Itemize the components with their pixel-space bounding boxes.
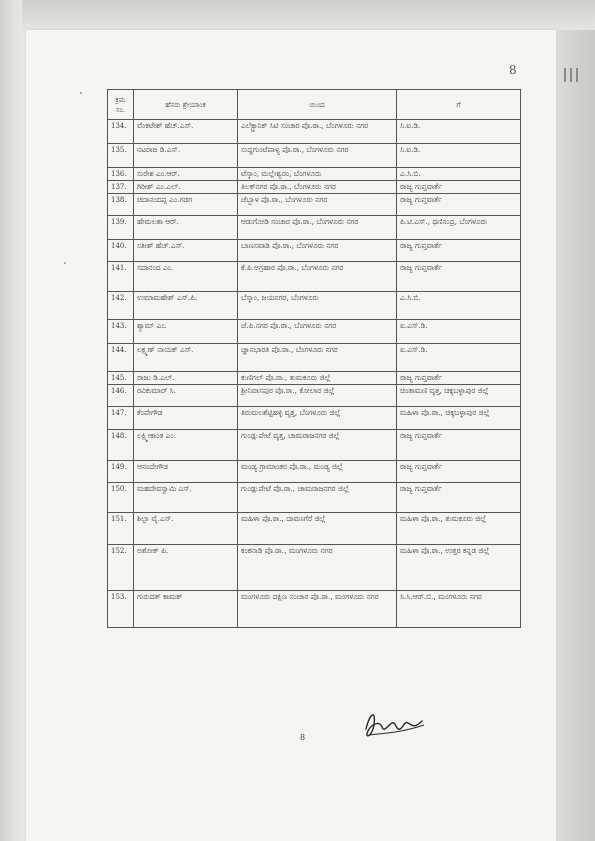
name-cell: ಸತೀಶ್ ಹೆಚ್.ಎಸ್.	[134, 240, 238, 262]
serial-cell: 143.	[108, 320, 134, 344]
from-cell: ಆಡುಗೋಡಿ ಸಂಚಾರ ಪೊ.ಠಾ., ಬೆಂಗಳೂರು ನಗರ	[238, 216, 397, 240]
serial-cell: 149.	[108, 461, 134, 483]
scan-mark	[570, 68, 572, 82]
serial-cell: 140.	[108, 240, 134, 262]
header-serial: ಕ್ರಮ ಸಂ.	[108, 90, 134, 120]
name-cell: ಶಿಲ್ಪಾ ವೈ.ಎಸ್.	[134, 513, 238, 545]
serial-cell: 142.	[108, 292, 134, 320]
to-cell: ರಾಜ್ಯ ಗುಪ್ತವಾರ್ತೆ	[397, 372, 521, 385]
header-from: ಯಿಂದ	[238, 90, 397, 120]
serial-cell: 137.	[108, 181, 134, 194]
table-row	[108, 240, 521, 262]
serial-cell: 146.	[108, 385, 134, 407]
serial-cell: 141.	[108, 262, 134, 292]
to-cell: ಎ.ಸಿ.ಬಿ.	[397, 168, 521, 181]
to-cell: ರಾಜ್ಯ ಗುಪ್ತವಾರ್ತೆ	[397, 181, 521, 194]
serial-cell: 153.	[108, 591, 134, 628]
name-cell: ಆನಂದೇಗೌಡ	[134, 461, 238, 483]
from-cell: ಬೆಸ್ಕಾಂ, ಜಯನಗರ, ಬೆಂಗಳೂರು	[238, 292, 397, 320]
from-cell: ಗುಂಡ್ಲುಪೇಟೆ ವೃತ್ತ, ಚಾಮರಾಜನಗರ ಜಿಲ್ಲೆ	[238, 430, 397, 461]
name-cell: ಉಮಾಮಹೇಶ್ ಎಸ್.ಪಿ.	[134, 292, 238, 320]
table-row	[108, 181, 521, 194]
serial-cell: 135.	[108, 144, 134, 168]
to-cell: ಮಹಿಳಾ ಪೊ.ಠಾ., ಉತ್ತರ ಕನ್ನಡ ಜಿಲ್ಲೆ	[397, 545, 521, 591]
name-cell: ಗಿರೀಶ್ ಎಂ.ಎಲ್.	[134, 181, 238, 194]
name-cell: ಕೆಂಪೇಗೌಡ	[134, 407, 238, 430]
to-cell: ರಾಜ್ಯ ಗುಪ್ತವಾರ್ತೆ	[397, 483, 521, 513]
table-row	[108, 430, 521, 461]
to-cell: ಐ.ಎಸ್.ಡಿ.	[397, 344, 521, 372]
from-cell: ಎಲೆಕ್ಟ್ರಾನಿಕ್ ಸಿಟಿ ಸಂಚಾರ ಪೊ.ಠಾ., ಬೆಂಗಳೂರು ನಗರ	[238, 120, 397, 144]
table-row	[108, 461, 521, 483]
scan-speck	[64, 262, 66, 264]
table-row	[108, 320, 521, 344]
to-cell: ಪಿ.ಟಿ.ಎಸ್., ಥಣಿಸಂದ್ರ, ಬೆಂಗಳೂರು	[397, 216, 521, 240]
to-cell: ರಾಜ್ಯ ಗುಪ್ತವಾರ್ತೆ	[397, 461, 521, 483]
header-name: ಹೆಸರು ಶ್ರೇಯಾಂಕ	[134, 90, 238, 120]
name-cell: ಹೇಮಲತಾ ಆರ್.	[134, 216, 238, 240]
footer-page-number: 8	[300, 733, 306, 742]
serial-cell: 147.	[108, 407, 134, 430]
to-cell: ಐ.ಎಸ್.ಡಿ.	[397, 320, 521, 344]
table-row	[108, 144, 521, 168]
table-row	[108, 216, 521, 240]
serial-cell: 145.	[108, 372, 134, 385]
signature-scribble	[360, 703, 430, 743]
from-cell: ಬಾಣಸವಾಡಿ ಪೊ.ಠಾ., ಬೆಂಗಳೂರು ನಗರ	[238, 240, 397, 262]
from-cell: ಜೆ.ಪಿ.ನಗರ ಪೊ.ಠಾ., ಬೆಂಗಳೂರು ನಗರ	[238, 320, 397, 344]
name-cell: ಲಕ್ಷ್ಮೀಕಾಂತ ಎಂ.	[134, 430, 238, 461]
to-cell: ರಾಜ್ಯ ಗುಪ್ತವಾರ್ತೆ	[397, 430, 521, 461]
from-cell: ಮಹಿಳಾ ಪೊ.ಠಾ., ದಾವಣಗೆರೆ ಜಿಲ್ಲೆ	[238, 513, 397, 545]
to-cell: ಮಹಿಳಾ ಪೊ.ಠಾ., ತುಮಕೂರು ಜಿಲ್ಲೆ	[397, 513, 521, 545]
from-cell: ಸುದ್ದಗುಂಟೆಪಾಳ್ಯ ಪೊ.ಠಾ., ಬೆಂಗಳೂರು ನಗರ	[238, 144, 397, 168]
to-cell: ಮಹಿಳಾ ಪೊ.ಠಾ., ಚಿಕ್ಕಬಳ್ಳಾಪುರ ಜಿಲ್ಲೆ	[397, 407, 521, 430]
serial-cell: 152.	[108, 545, 134, 591]
to-cell: ಸಿ.ಐ.ಡಿ.	[397, 120, 521, 144]
from-cell: ಕೆ.ಪಿ.ಅಗ್ರಹಾರ ಪೊ.ಠಾ., ಬೆಂಗಳೂರು ನಗರ	[238, 262, 397, 292]
name-cell: ಸುರೇಶ ಎಂ.ಆರ್.	[134, 168, 238, 181]
from-cell: ಮಂಗಳೂರು ದಕ್ಷಿಣ ಸಂಚಾರ ಪೊ.ಠಾ., ಮಂಗಳೂರು ನಗರ	[238, 591, 397, 628]
to-cell: ಚಿಂತಾಮಣಿ ವೃತ್ತ, ಚಿಕ್ಕಬಳ್ಳಾಪುರ ಜಿಲ್ಲೆ	[397, 385, 521, 407]
name-cell: ಸದಾನಂದ ಎಂ.	[134, 262, 238, 292]
table-row	[108, 168, 521, 181]
table-header-row	[108, 90, 521, 120]
serial-cell: 139.	[108, 216, 134, 240]
from-cell: ಗುಂಡ್ಲುಪೇಟೆ ಪೊ.ಠಾ., ಚಾಮರಾಜನಗರ ಜಿಲ್ಲೆ	[238, 483, 397, 513]
table-row	[108, 591, 521, 628]
name-cell: ಲಕ್ಷ್ಮಣ್ ನಾಯಕ್ ಎಸ್.	[134, 344, 238, 372]
handwritten-page-number: 8	[508, 62, 518, 78]
to-cell: ರಾಜ್ಯ ಗುಪ್ತವಾರ್ತೆ	[397, 262, 521, 292]
table-row	[108, 292, 521, 320]
table-row	[108, 194, 521, 216]
scan-speck	[80, 92, 82, 94]
header-to: ಗೆ	[397, 90, 521, 120]
serial-cell: 150.	[108, 483, 134, 513]
table-row	[108, 344, 521, 372]
from-cell: ಶ್ರೀನಿವಾಸಪುರ ಪೊ.ಠಾ., ಕೋಲಾರ ಜಿಲ್ಲೆ	[238, 385, 397, 407]
from-cell: ಟೆಸ್ಕಾಂ, ಮಲ್ಲೇಶ್ವರಂ, ಬೆಂಗಳೂರು	[238, 168, 397, 181]
scan-edge-strip	[556, 30, 595, 841]
table-row	[108, 120, 521, 144]
name-cell: ಗುರುದತ್ ಕಾಮತ್	[134, 591, 238, 628]
from-cell: ತಿಲಕ್‌ನಗರ ಪೊ.ಠಾ., ಬೆಂಗಳೂರು ನಗರ	[238, 181, 397, 194]
name-cell: ಶ್ಯಾಮ್ ಎಂ.	[134, 320, 238, 344]
transfer-table	[107, 89, 521, 628]
from-cell: ಜ್ಞಾನಭಾರತಿ ಪೊ.ಠಾ., ಬೆಂಗಳೂರು ನಗರ	[238, 344, 397, 372]
to-cell: ಸಿ.ಐ.ಡಿ.	[397, 144, 521, 168]
name-cell: ನಟರಾಜ ಡಿ.ಎಸ್.	[134, 144, 238, 168]
name-cell: ಅಶೋಕ್ ಪಿ.	[134, 545, 238, 591]
name-cell: ಚಿದಾನಂದಪ್ಪ ಎಂ.ಗಡಗ	[134, 194, 238, 216]
to-cell: ಸಿ.ಸಿ.ಆರ್.ಬಿ., ಮಂಗಳೂರು ನಗರ	[397, 591, 521, 628]
scan-mark	[564, 68, 566, 82]
to-cell: ರಾಜ್ಯ ಗುಪ್ತವಾರ್ತೆ	[397, 194, 521, 216]
table-row	[108, 372, 521, 385]
serial-cell: 134.	[108, 120, 134, 144]
serial-cell: 148.	[108, 430, 134, 461]
from-cell: ಜೆಬ್ಬಾಳ ಪೊ.ಠಾ., ಬೆಂಗಳೂರು ನಗರ	[238, 194, 397, 216]
to-cell: ರಾಜ್ಯ ಗುಪ್ತವಾರ್ತೆ	[397, 240, 521, 262]
table-row	[108, 513, 521, 545]
serial-cell: 136.	[108, 168, 134, 181]
from-cell: ಕುಣಿಗಲ್ ಪೊ.ಠಾ., ತುಮಕೂರು ಜಿಲ್ಲೆ	[238, 372, 397, 385]
scan-shadow-left	[0, 0, 22, 841]
name-cell: ಮಹದೇವಸ್ವಾಮಿ ಎಸ್.	[134, 483, 238, 513]
to-cell: ಎ.ಸಿ.ಬಿ.	[397, 292, 521, 320]
serial-cell: 151.	[108, 513, 134, 545]
table-row	[108, 385, 521, 407]
table-row	[108, 407, 521, 430]
name-cell: ರವಿಕುಮಾರ್ ಸಿ.	[134, 385, 238, 407]
table-row	[108, 483, 521, 513]
from-cell: ತಿರುಮಲಶೆಟ್ಟಿಹಳ್ಳಿ ವೃತ್ತ, ಬೆಂಗಳೂರು ಜಿಲ್ಲೆ	[238, 407, 397, 430]
serial-cell: 144.	[108, 344, 134, 372]
table-row	[108, 545, 521, 591]
name-cell: ವೆಂಕಟೇಶ್ ಹೆಚ್.ಎಸ್.	[134, 120, 238, 144]
name-cell: ರಾಜು ಡಿ.ಎಲ್.	[134, 372, 238, 385]
from-cell: ಕಂಕನಾಡಿ ಪೊ.ಠಾ., ಮಂಗಳೂರು ನಗರ	[238, 545, 397, 591]
scan-mark	[576, 68, 578, 82]
serial-cell: 138.	[108, 194, 134, 216]
table-row	[108, 262, 521, 292]
from-cell: ಮಂಡ್ಯ ಗ್ರಾಮಾಂತರ ಪೊ.ಠಾ., ಮಂಡ್ಯ ಜಿಲ್ಲೆ	[238, 461, 397, 483]
scan-shadow-top	[0, 0, 595, 34]
